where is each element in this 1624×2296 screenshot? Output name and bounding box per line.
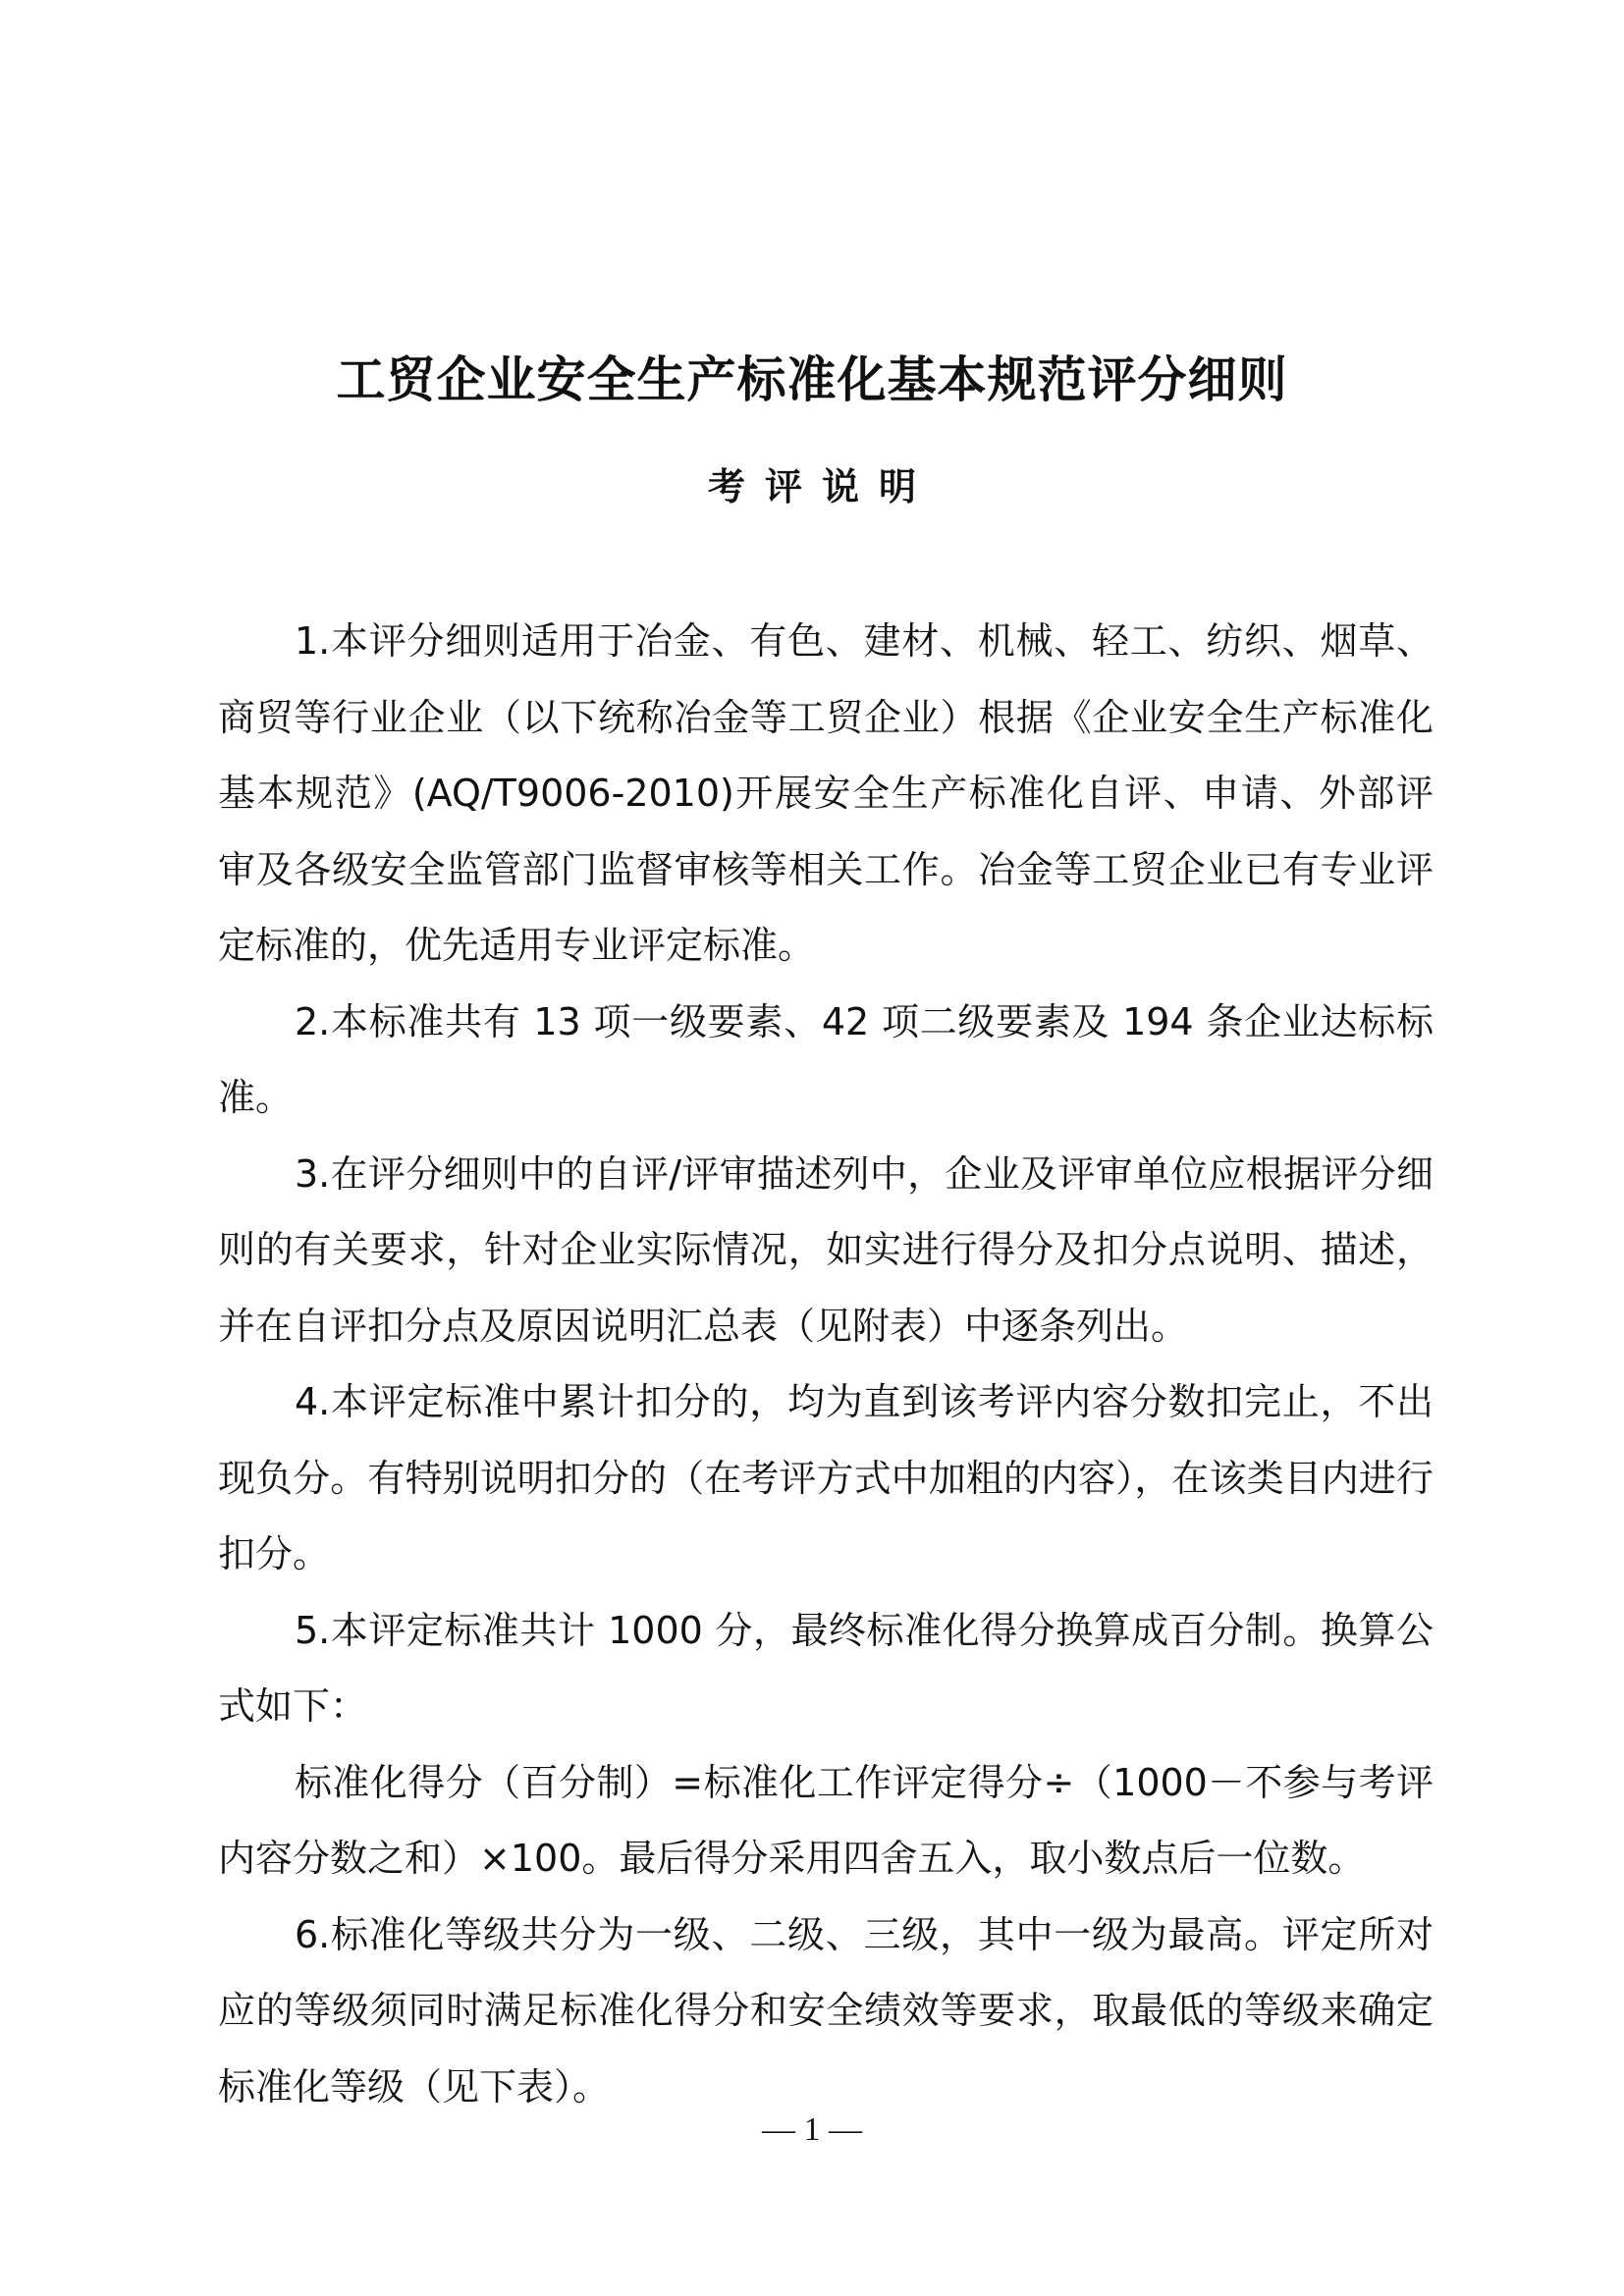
- paragraph-5: 5.本评定标准共计 1000 分，最终标准化得分换算成百分制。换算公式如下：: [218, 1608, 1434, 1728]
- document-body: [218, 604, 1434, 2125]
- document-title: 工贸企业安全生产标准化基本规范评分细则: [336, 351, 1288, 408]
- section-heading: 考评说明: [707, 465, 936, 508]
- paragraph-6: 6.标准化等级共分为一级、二级、三级，其中一级为最高。评定所对应的等级须同时满足标准化得分和安全绩效等要求，取最低的等级来确定标准化等级（见下表）。: [218, 1912, 1434, 2109]
- page-number: — 1 —: [762, 2111, 862, 2148]
- paragraph-4: 4.本评定标准中累计扣分的，均为直到该考评内容分数扣完止，不出现负分。有特别说明扣分的（在考评方式中加粗的内容），在该类目内进行扣分。: [218, 1380, 1434, 1575]
- formula-paragraph: 标准化得分（百分制）=标准化工作评定得分÷（1000－不参与考评内容分数之和）×100。最后得分采用四舍五入，取小数点后一位数。: [218, 1760, 1434, 1880]
- paragraph-2: 2.本标准共有 13 项一级要素、42 项二级要素及 194 条企业达标标准。: [218, 999, 1434, 1119]
- paragraph-3: 3.在评分细则中的自评/评审描述列中，企业及评审单位应根据评分细则的有关要求，针对企业实际情况，如实进行得分及扣分点说明、描述，并在自评扣分点及原因说明汇总表（见附表）中逐条列出。: [218, 1151, 1434, 1348]
- paragraph-1: 1.本评分细则适用于冶金、有色、建材、机械、轻工、纺织、烟草、商贸等行业企业（以下统称冶金等工贸企业）根据《企业安全生产标准化基本规范》(AQ/T9006-2010)开展安全生产标准化自评、申请、外部评审及各级安全监管部门监督审核等相关工作。冶金等工贸企业已有专业评定标准的，优先适用专业评定标准。: [218, 619, 1434, 967]
